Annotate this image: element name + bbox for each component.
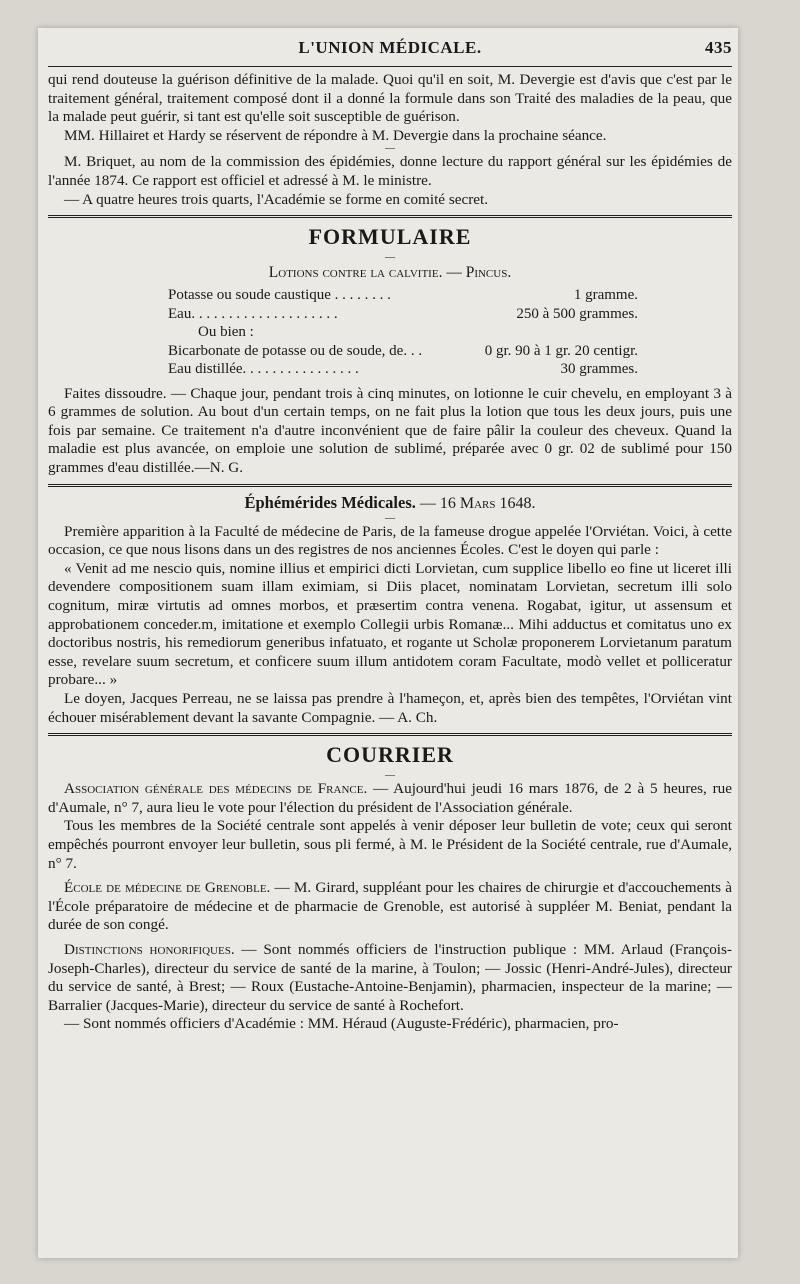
separator-dash: — (385, 770, 395, 782)
page-content (48, 38, 732, 1034)
ephemerides-paragraph-3: Le doyen, Jacques Perreau, ne se laissa pas prendre à l'hameçon, et, après bien des tempêtes, l'Orviétan vint échouer misérablement devant la savante Compagnie. — A. Ch. (48, 689, 732, 726)
formulaire-subtitle: Lotions contre la calvitie. — Pincus. (268, 264, 512, 282)
intro-paragraph-3: M. Briquet, au nom de la commission des épidémies, donne lecture du rapport général sur les épidémies de l'année 1874. Ce rapport est officiel et adressé à M. le ministre. (48, 153, 732, 189)
separator-dash: — (385, 512, 395, 524)
ingredient-name: Eau. . . . . . . . . . . . . . . . . . . . (168, 305, 338, 322)
item-text: — M. Girard, suppléant pour les chaires de chirurgie et d'accouchements à l'École préparatoire de médecine et de pharmacie de Grenoble, est autorisé à suppléer M. Beniat, pendant la durée de son congé. (48, 879, 732, 934)
intro-paragraph-4: — A quatre heures trois quarts, l'Académie se forme en comité secret. (64, 190, 489, 208)
ephemerides-latin-quote: « Venit ad me nescio quis, nomine illius et empirici dicti Lorvietan, cum supplice libello eo fine ut liceret illi devendere compositionem suam illam eximiam, si Diis placet, nominatam Lorvietan, secretum illi solo cognitum, miræ virtutis ad omnes morbos, et præsertim contra venena. Rogabat, igitur, ut assensum et approbationem conceder.m, imitatione et exemplo Collegii urbis Romanæ... Mihi adductus et comitatus uno ex doctoribus nostris, his remediorum generibus infatuato, et rogante ut Scholæ proponerem Lorvietanum paratum esse, revelare suum secretum, et conficere suum illum antidotem coram Facultate, modò vellet et polliceratur probare... » (48, 559, 732, 689)
section-rule (48, 215, 732, 218)
ephemerides-date: — 16 Mars 1648. (419, 494, 536, 512)
ingredient-name: Bicarbonate de potasse ou de soude, de. . . (168, 342, 423, 359)
running-header (48, 38, 732, 62)
recipe-line (168, 286, 638, 305)
courrier-item-vote: Tous les membres de la Société centrale sont appelés à venir déposer leur bulletin de vote; ceux qui seront empêchés pourront envoyer leur bulletin, sous pli fermé, à M. le Président de la Société centrale, rue d'Aumale, n° 7. (48, 817, 732, 872)
recipe-line (168, 360, 638, 379)
ingredient-qty: 0 gr. 90 à 1 gr. 20 centigr. (484, 342, 638, 359)
item-text: — Aujourd'hui jeudi 16 mars 1876, de 2 à 5 heures, rue d'Aumale, n° 7, aura lieu le vote pour l'élection du président de l'Association générale. (48, 780, 732, 816)
page-number: 435 (705, 38, 732, 57)
item-lead: Association générale des médecins de France. (64, 780, 368, 798)
ingredient-name: Eau distillée. . . . . . . . . . . . . . . . (168, 361, 359, 378)
courrier-item-association (48, 780, 732, 817)
ingredient-qty: 30 grammes. (560, 361, 638, 378)
item-lead: École de médecine de Grenoble. (64, 879, 271, 897)
ingredient-qty: 1 gramme. (573, 287, 638, 304)
header-rule (48, 66, 732, 67)
recipe-block (168, 286, 638, 379)
journal-page (38, 28, 738, 1258)
intro-paragraph-2: MM. Hillairet et Hardy se réservent de répondre à M. Devergie dans la prochaine séance. (64, 126, 607, 144)
recipe-line (168, 305, 638, 324)
ephemerides-paragraph-1: Première apparition à la Faculté de médecine de Paris, de la fameuse drogue appelée l'Orviétan. Voici, à cette occasion, ce que nous lisons dans un des registres de nos anciennes Écoles. C'est le doyen qui parle : (48, 522, 732, 559)
section-rule (48, 733, 732, 736)
courrier-item-distinctions (48, 941, 732, 1015)
courrier-item-grenoble (48, 879, 732, 935)
recipe-alternative-label: Ou bien : (198, 324, 254, 341)
item-lead: Distinctions honorifiques. (64, 940, 235, 958)
ephemerides-heading (48, 493, 732, 513)
intro-paragraph-1: qui rend douteuse la guérison définitive de la malade. Quoi qu'il en soit, M. Devergie est d'avis que c'est par le traitement général, traitement composé dont il a donné la formule dans son Traité des maladies de la peau, que la malade peut guérir, si tant est qu'elle soit susceptible de guérison. (48, 71, 732, 126)
ephemerides-title: Éphémérides Médicales. (244, 492, 416, 512)
formulaire-heading: FORMULAIRE (308, 224, 472, 250)
recipe-line (168, 342, 638, 361)
courrier-item-academie: — Sont nommés officiers d'Académie : MM. Héraud (Auguste-Frédéric), pharmacien, pro- (64, 1015, 619, 1033)
ingredient-qty: 250 à 500 grammes. (516, 305, 638, 322)
item-text: — Sont nommés officiers de l'instruction publique : MM. Arlaud (François-Joseph-Charles), directeur du service de santé de la marine, à Toulon; — Jossic (Henri-André-Jules), directeur du service de santé, à Brest; — Roux (Eustache-Antoine-Benjamin), pharmacien, inspecteur de la marine; — Barralier (Jacques-Marie), directeur du service de santé à Rochefort. (48, 940, 732, 1014)
journal-title: L'UNION MÉDICALE. (298, 38, 482, 57)
separator-dash: — (385, 252, 395, 264)
ingredient-name: Potasse ou soude caustique . . . . . . . . (168, 287, 391, 304)
formulaire-body: Faites dissoudre. — Chaque jour, pendant trois à cinq minutes, on lotionne le cuir chevelu, en employant 3 à 6 grammes de solution. Au bout d'un certain temps, on ne fait plus la lotion que tous les deux jours, puis une fois par semaine. Ce traitement n'a d'autre inconvénient que de faire pâlir la couleur des cheveux. Quand la maladie est plus avancée, on emploie une solution de sublimé, préparée avec 0 gr. 02 de sublimé pour 150 grammes d'eau distillée.—N. G. (48, 384, 732, 477)
separator-dash: — (385, 143, 395, 155)
section-rule (48, 484, 732, 487)
courrier-heading: COURRIER (326, 742, 454, 768)
